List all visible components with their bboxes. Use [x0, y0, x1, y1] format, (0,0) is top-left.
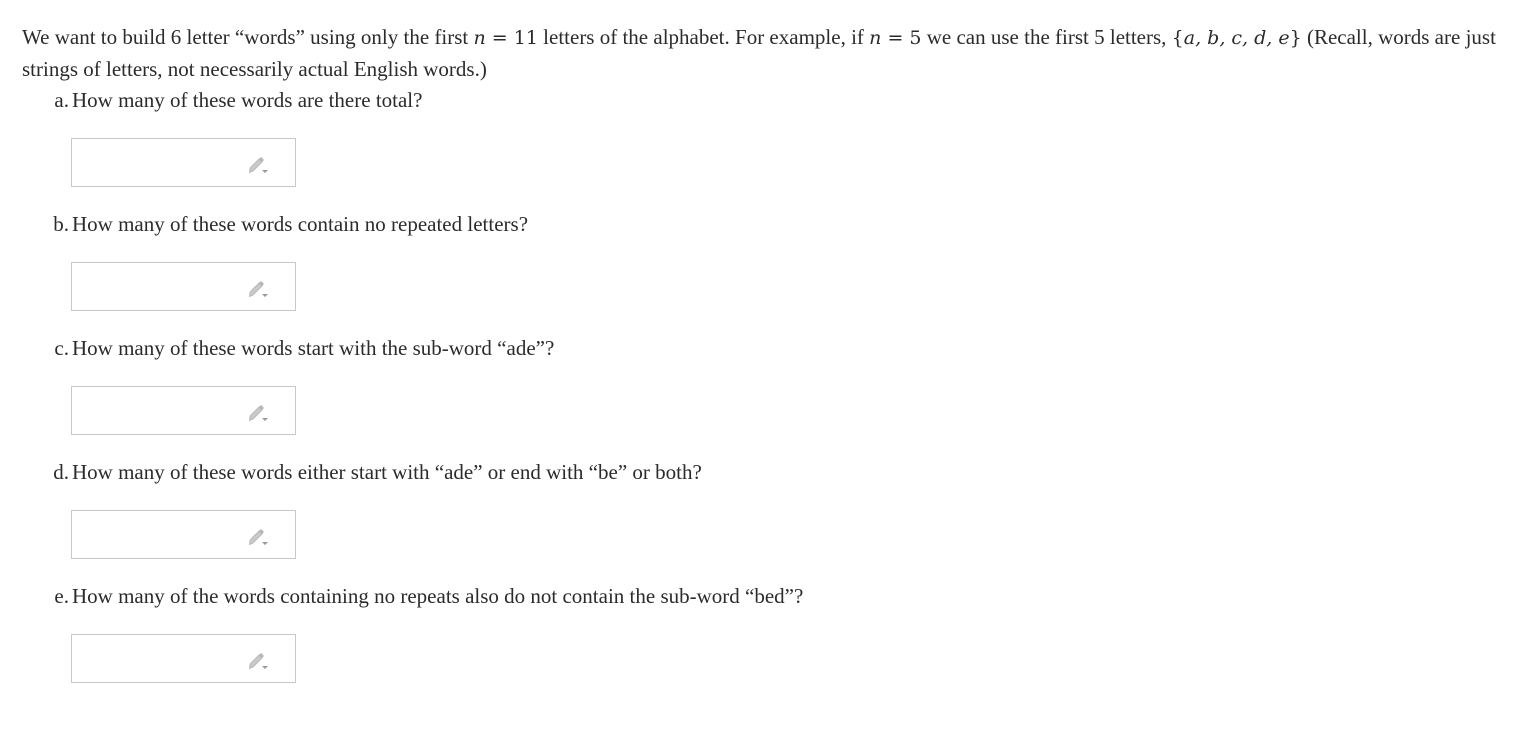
question-letter: b.: [53, 212, 69, 236]
question-e: [22, 581, 1495, 683]
intro-part1: We want to build 6 letter “words” using only the first: [22, 25, 474, 49]
pencil-dropdown-icon[interactable]: [246, 152, 270, 176]
answer-input-d[interactable]: [72, 511, 262, 558]
intro-part4: (Recall, words are just strings of letters, not necessarily actual English words.): [22, 25, 1496, 81]
problem-statement: [22, 22, 1497, 85]
answer-input-e[interactable]: [72, 635, 262, 682]
pencil-dropdown-icon[interactable]: [246, 648, 270, 672]
question-text: [49, 209, 1495, 240]
question-prompt: How many of these words either start with “ade” or end with “be” or both?: [72, 460, 702, 484]
set-close-brace: }: [1289, 27, 1302, 49]
math-n: n: [473, 27, 486, 49]
pencil-dropdown-icon[interactable]: [246, 276, 270, 300]
set-items: a, b, c, d, e: [1183, 27, 1290, 49]
question-list: [22, 85, 1495, 683]
answer-box-d[interactable]: [71, 510, 296, 559]
math-n-2: n: [869, 27, 882, 49]
question-prompt: How many of these words contain no repeated letters?: [72, 212, 529, 236]
answer-box-b[interactable]: [71, 262, 296, 311]
math-eq-5: = 5: [881, 27, 922, 49]
answer-box-e[interactable]: [71, 634, 296, 683]
pencil-dropdown-icon[interactable]: [246, 400, 270, 424]
answer-input-b[interactable]: [72, 263, 262, 310]
question-a: [22, 85, 1495, 187]
question-text: [49, 333, 1495, 364]
question-letter: a.: [54, 88, 69, 112]
question-text: [49, 85, 1495, 116]
question-letter: d.: [53, 460, 69, 484]
answer-box-c[interactable]: [71, 386, 296, 435]
answer-box-a[interactable]: [71, 138, 296, 187]
question-text: [49, 581, 1495, 612]
set-open-brace: {: [1171, 27, 1184, 49]
pencil-dropdown-icon[interactable]: [246, 524, 270, 548]
question-d: [22, 457, 1495, 559]
math-eq-11: = 11: [485, 27, 538, 49]
answer-input-c[interactable]: [72, 387, 262, 434]
intro-part2: letters of the alphabet. For example, if: [537, 25, 870, 49]
question-letter: c.: [54, 336, 69, 360]
question-b: [22, 209, 1495, 311]
question-prompt: How many of these words are there total?: [72, 88, 423, 112]
question-prompt: How many of the words containing no repeats also do not contain the sub-word “bed”?: [72, 584, 804, 608]
question-text: [49, 457, 1495, 488]
intro-part3: we can use the first 5 letters,: [921, 25, 1172, 49]
answer-input-a[interactable]: [72, 139, 262, 186]
question-letter: e.: [54, 584, 69, 608]
question-c: [22, 333, 1495, 435]
question-prompt: How many of these words start with the sub-word “ade”?: [72, 336, 555, 360]
